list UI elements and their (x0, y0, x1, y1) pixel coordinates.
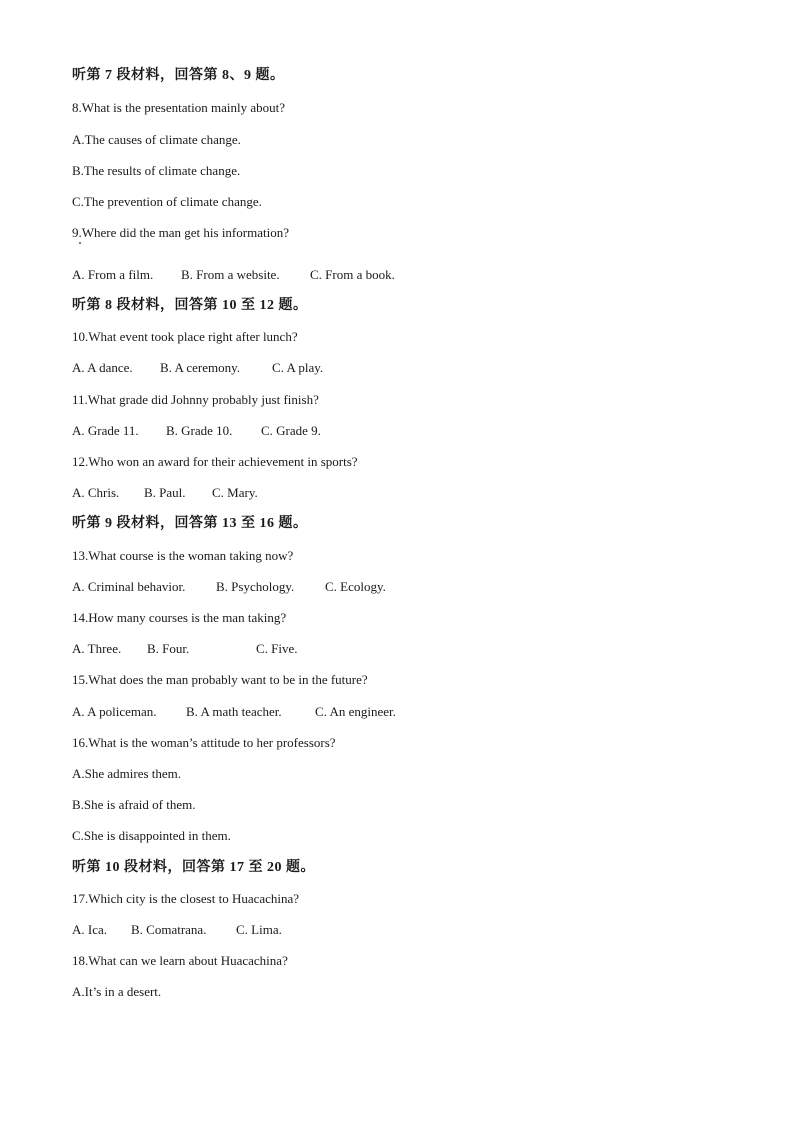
options-row (72, 423, 321, 439)
option-b: B.She is afraid of them. (72, 797, 196, 812)
section-heading: 听第 9 段材料，回答第 13 至 16 题。 (72, 516, 308, 531)
option-c: C.She is disappointed in them. (72, 828, 231, 843)
option-a: A. Ica. (72, 922, 108, 937)
option-a: A. Criminal behavior. (72, 579, 186, 594)
option-a: A. Grade 11. (72, 423, 139, 438)
question-text: 12.Who won an award for their achievement in sports? (72, 454, 358, 469)
question-text: 10.What event took place right after lunch? (72, 329, 298, 344)
question-text: 11.What grade did Johnny probably just finish? (72, 392, 319, 407)
option-a: A.She admires them. (72, 766, 182, 781)
option-b: B. Paul. (144, 485, 186, 500)
option-b: B. Comatrana. (131, 922, 207, 937)
section-heading: 听第 8 段材料，回答第 10 至 12 题。 (72, 298, 308, 313)
stray-mark (79, 242, 81, 244)
section-heading: 听第 7 段材料，回答第 8、9 题。 (72, 68, 285, 83)
section-heading: 听第 10 段材料，回答第 17 至 20 题。 (72, 860, 315, 875)
options-row (72, 360, 323, 376)
option-c: C. Mary. (212, 485, 258, 500)
option-c: C. Lima. (236, 922, 282, 937)
option-b: B. A ceremony. (160, 360, 241, 375)
question-text: 14.How many courses is the man taking? (72, 610, 287, 625)
option-a: A.The causes of climate change. (72, 132, 241, 147)
options-row (72, 704, 396, 720)
option-c: C. From a book. (310, 267, 395, 282)
option-b: B. Psychology. (216, 579, 295, 594)
question-text: 16.What is the woman’s attitude to her professors? (72, 735, 336, 750)
options-row (72, 922, 282, 938)
options-row (72, 579, 386, 595)
option-a: A.It’s in a desert. (72, 984, 162, 999)
option-b: B. Four. (147, 641, 190, 656)
option-b: B. A math teacher. (186, 704, 282, 719)
option-c: C. Five. (256, 641, 298, 656)
options-row (72, 641, 298, 657)
question-text: 13.What course is the woman taking now? (72, 548, 294, 563)
option-a: A. Chris. (72, 485, 120, 500)
question-text: 18.What can we learn about Huacachina? (72, 953, 288, 968)
option-c: C. Grade 9. (261, 423, 321, 438)
option-a: A. From a film. (72, 267, 154, 282)
option-c: C.The prevention of climate change. (72, 194, 262, 209)
option-c: C. An engineer. (315, 704, 396, 719)
option-a: A. Three. (72, 641, 122, 656)
options-row (72, 267, 395, 283)
option-a: A. A dance. (72, 360, 133, 375)
options-row (72, 485, 258, 501)
question-text: 17.Which city is the closest to Huacachina? (72, 891, 300, 906)
option-b: B. From a website. (181, 267, 280, 282)
question-text: 8.What is the presentation mainly about? (72, 100, 285, 115)
option-a: A. A policeman. (72, 704, 157, 719)
question-text: 15.What does the man probably want to be in the future? (72, 672, 368, 687)
option-b: B. Grade 10. (166, 423, 233, 438)
option-b: B.The results of climate change. (72, 163, 241, 178)
question-text: 9.Where did the man get his information? (72, 225, 289, 240)
option-c: C. Ecology. (325, 579, 386, 594)
option-c: C. A play. (272, 360, 324, 375)
